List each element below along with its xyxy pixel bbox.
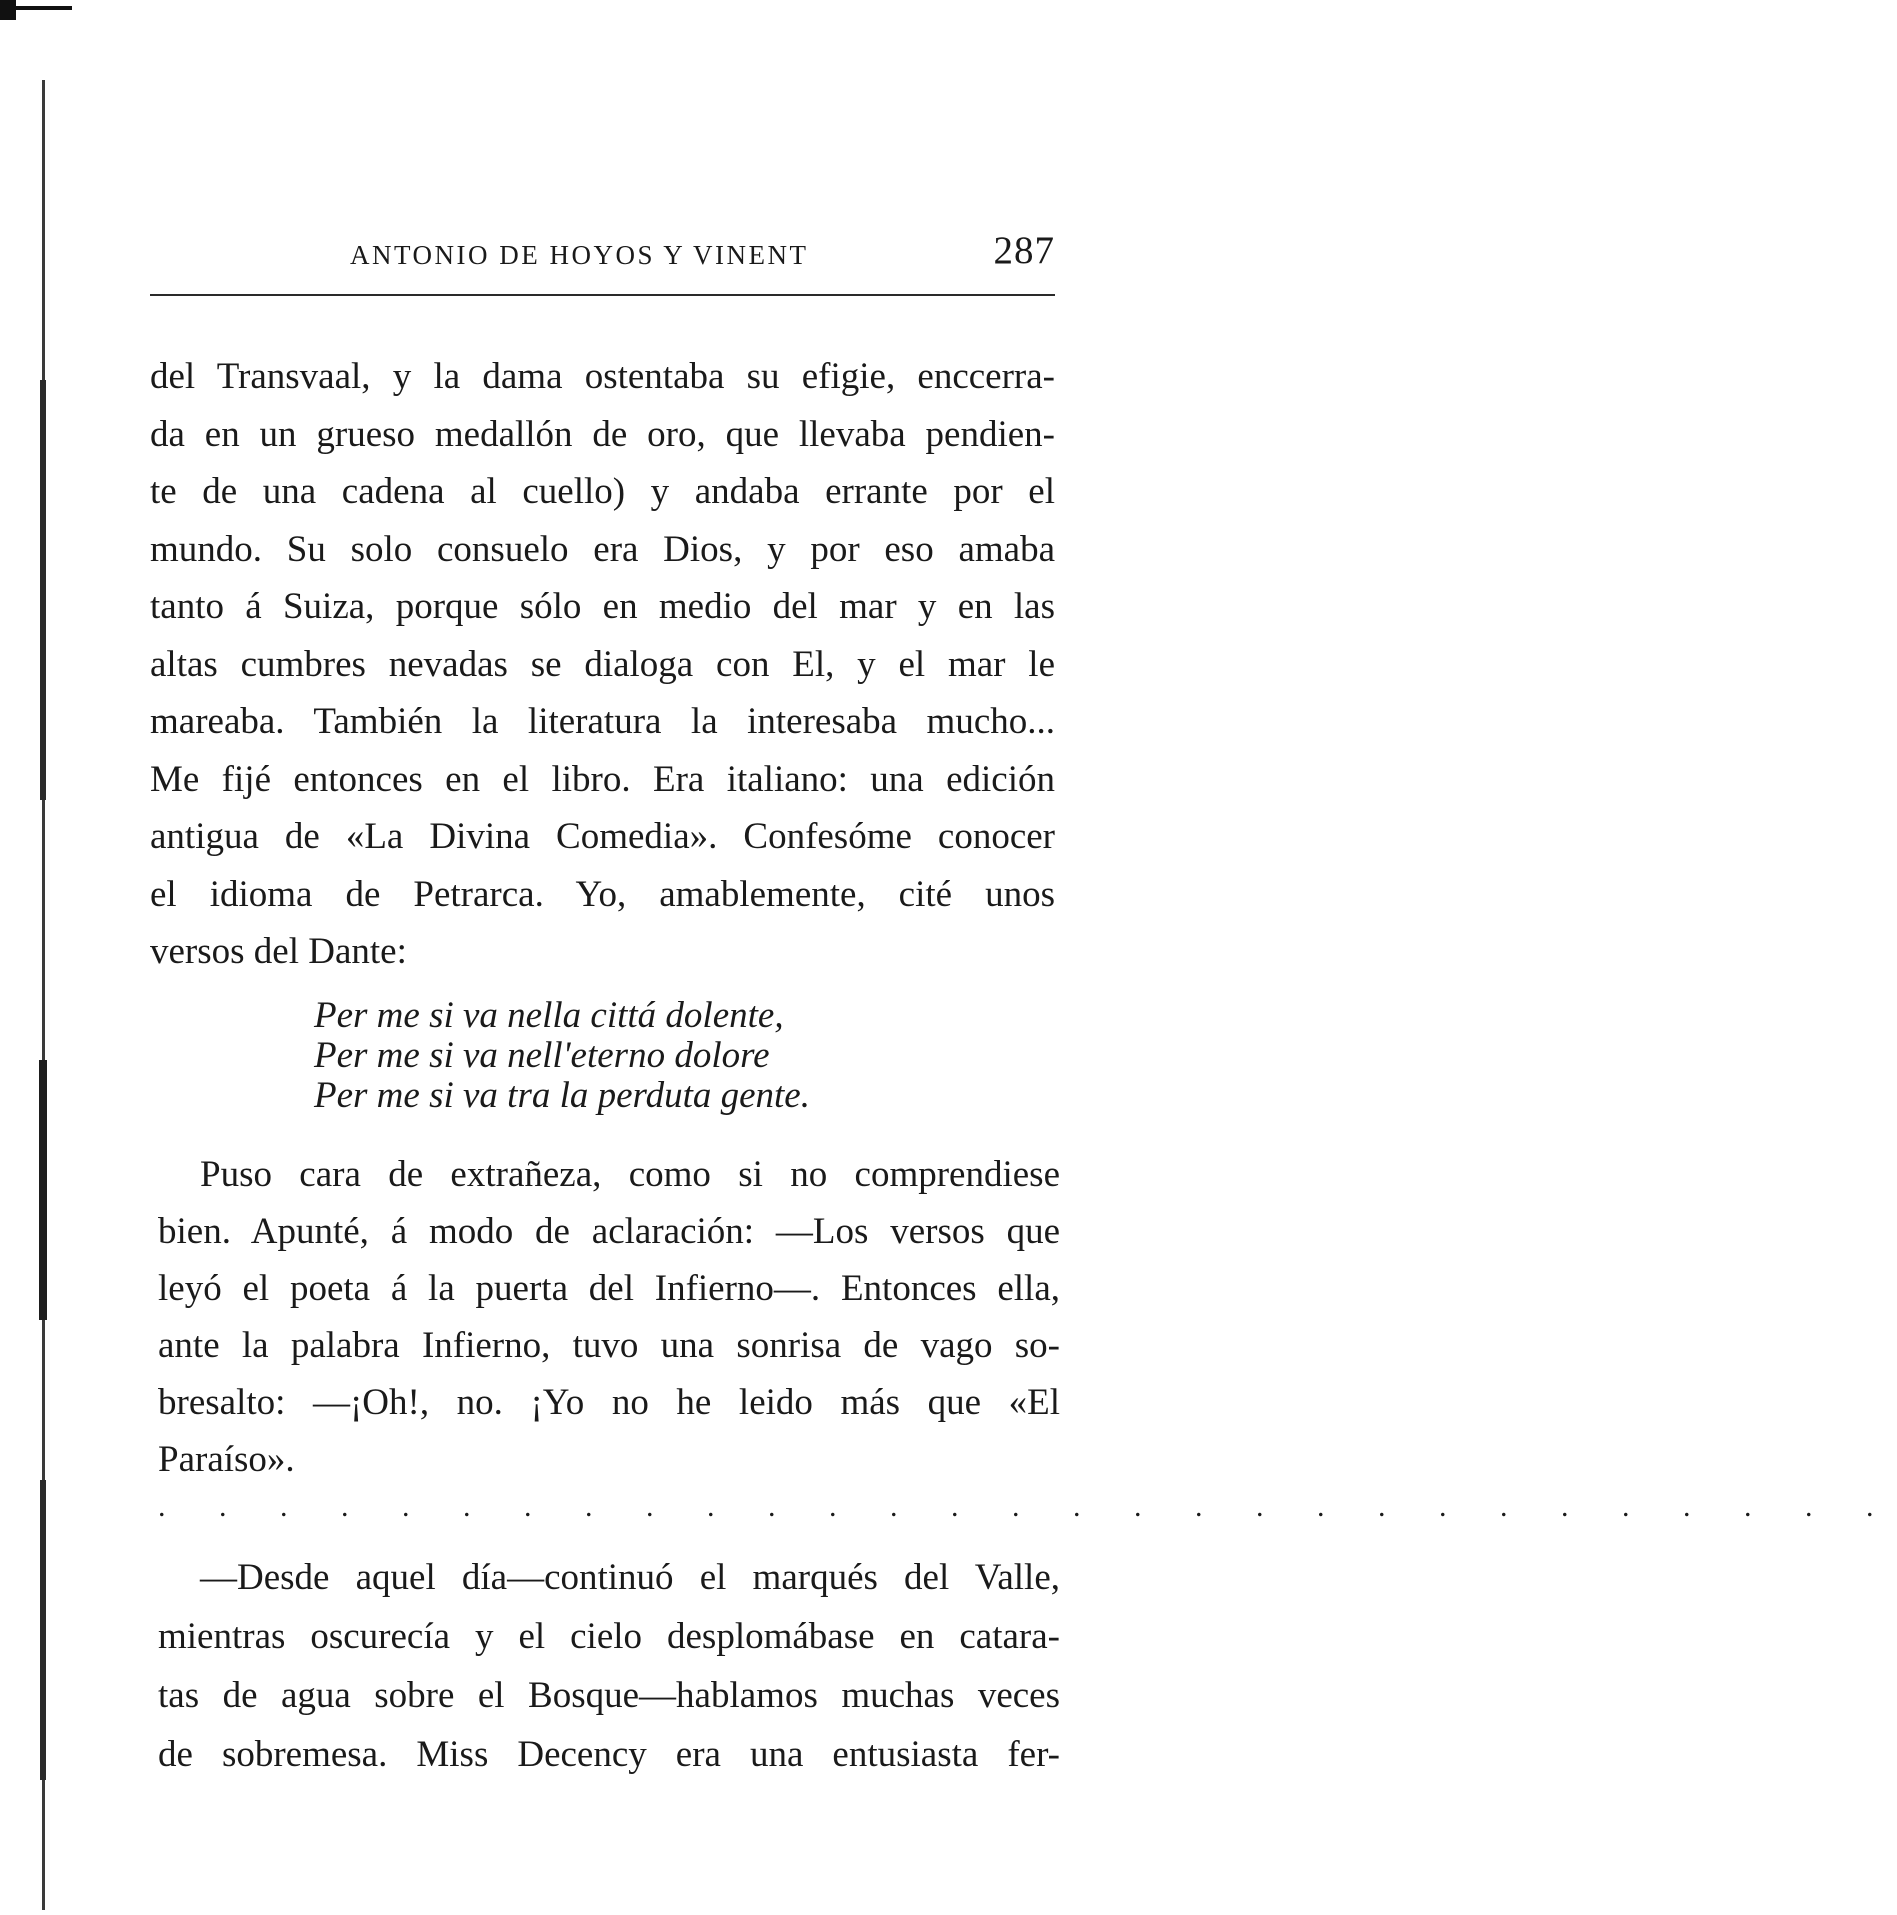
text-line: Puso cara de extrañeza, como si no comprendiese [200, 1154, 1060, 1195]
text-line: da en un grueso medallón de oro, que llevaba pendien- [150, 413, 1055, 455]
text-line: Me fijé entonces en el libro. Era italiano: una edición [150, 758, 1055, 800]
text-line: Paraíso». [158, 1439, 295, 1480]
text-line: de sobremesa. Miss Decency era una entusiasta fer- [158, 1734, 1060, 1775]
text-line: tas de agua sobre el Bosque—hablamos muchas veces [158, 1675, 1060, 1716]
page-number: 287 [993, 229, 1055, 272]
header-rule [150, 294, 1055, 296]
text-line: mareaba. También la literatura la interesaba mucho... [150, 701, 1055, 742]
paragraph-2 [158, 1146, 1060, 1488]
binding-edge [38, 80, 52, 1910]
text-line: bresalto: —¡Oh!, no. ¡Yo no he leido más que «El [158, 1382, 1060, 1423]
paragraph-1 [150, 348, 1055, 981]
text-line: ante la palabra Infierno, tuvo una sonrisa de vago so- [158, 1325, 1060, 1366]
corner-mark [0, 0, 80, 20]
verse-quote [314, 996, 810, 1116]
paragraph-3 [158, 1548, 1060, 1784]
text-line: tanto á Suiza, porque sólo en medio del mar y en las [150, 586, 1055, 627]
verse-line: Per me si va nell'eterno dolore [314, 1035, 770, 1076]
text-line: te de una cadena al cuello) y andaba errante por el [150, 471, 1055, 512]
text-line: —Desde aquel día—continuó el marqués del Valle, [200, 1557, 1060, 1598]
text-line: altas cumbres nevadas se dialoga con El, y el mar le [150, 643, 1055, 685]
text-line: el idioma de Petrarca. Yo, amablemente, cité unos [150, 873, 1055, 915]
text-line: del Transvaal, y la dama ostentaba su efigie, enccerra- [150, 356, 1055, 397]
running-title: ANTONIO DE HOYOS Y VINENT [350, 240, 809, 270]
text-line: versos del Dante: [150, 931, 407, 972]
text-line: antigua de «La Divina Comedia». Confesóme conocer [150, 816, 1055, 857]
text-line: mundo. Su solo consuelo era Dios, y por eso amaba [150, 528, 1055, 570]
section-separator: . . . . . . . . . . . . . . . . . . . . . . . . . . . . . [158, 1490, 1897, 1523]
text-line: mientras oscurecía y el cielo desplomábase en catara- [158, 1616, 1060, 1657]
text-line: bien. Apunté, á modo de aclaración: —Los versos que [158, 1211, 1060, 1252]
text-line: leyó el poeta á la puerta del Infierno—. Entonces ella, [158, 1268, 1060, 1309]
verse-line: Per me si va nella cittá dolente, [314, 995, 784, 1036]
verse-line: Per me si va tra la perduta gente. [314, 1075, 810, 1116]
page-header [150, 228, 1055, 280]
